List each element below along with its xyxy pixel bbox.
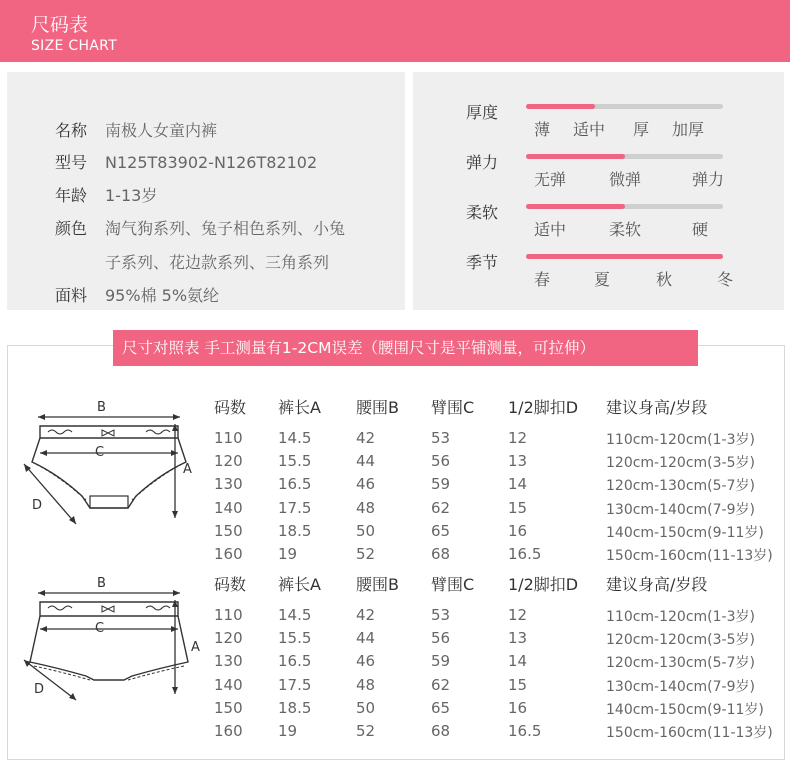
metric-option: 柔软 xyxy=(609,220,642,239)
metric-bar-track xyxy=(526,204,723,209)
table-cell: 110 xyxy=(214,606,243,624)
table-cell: 16.5 xyxy=(508,722,542,740)
table-cell: 19 xyxy=(278,545,298,563)
table-cell: 44 xyxy=(356,629,376,648)
header-title-cn: 尺码表 xyxy=(31,14,89,36)
table-cell: 16.5 xyxy=(278,652,312,671)
table-header-cell: 建议身高/岁段 xyxy=(606,575,708,594)
table-cell: 130 xyxy=(214,652,243,671)
metric-option: 适中 xyxy=(534,220,567,239)
table-cell: 56 xyxy=(431,629,451,648)
info-row xyxy=(55,183,157,206)
table-cell: 65 xyxy=(431,521,451,540)
info-value: 95%棉 5%氨纶 xyxy=(105,286,220,305)
header-banner xyxy=(0,0,790,62)
info-row xyxy=(55,118,217,141)
table-cell: 42 xyxy=(356,606,376,624)
table-cell: 12 xyxy=(508,429,528,447)
table-cell: 150 xyxy=(214,521,243,540)
metric-bar-fill xyxy=(526,254,723,259)
info-value: 子系列、花边款系列、三角系列 xyxy=(105,253,330,272)
table-cell: 52 xyxy=(356,722,376,740)
table-cell: 46 xyxy=(356,475,376,494)
table-cell: 130cm-140cm(7-9岁) xyxy=(606,501,755,518)
table-cell: 16 xyxy=(508,521,528,540)
table-cell: 62 xyxy=(431,675,451,694)
table-header-cell: 码数 xyxy=(214,398,247,417)
metric-option: 弹力 xyxy=(692,170,725,189)
metric-label: 厚度 xyxy=(466,103,499,122)
table-cell: 44 xyxy=(356,452,376,471)
table-cell: 140cm-150cm(9-11岁) xyxy=(606,524,764,541)
table-cell: 19 xyxy=(278,722,298,740)
table-cell: 48 xyxy=(356,498,376,517)
table-cell: 110 xyxy=(214,429,243,447)
table-cell: 52 xyxy=(356,545,376,563)
metric-bar-fill xyxy=(526,204,625,209)
metric-option: 秋 xyxy=(656,270,673,289)
table-cell: 14.5 xyxy=(278,429,312,447)
table-cell: 14 xyxy=(508,652,528,671)
size-table-title: 尺寸对照表 手工测量有1-2CM误差（腰围尺寸是平铺测量，可拉伸） xyxy=(113,330,698,366)
table-cell: 14 xyxy=(508,475,528,494)
table-cell: 13 xyxy=(508,629,528,648)
table-header-cell: 腰围B xyxy=(356,575,399,594)
metric-option: 适中 xyxy=(573,120,606,139)
table-cell: 65 xyxy=(431,698,451,717)
table-header-cell: 1/2脚扣D xyxy=(508,398,579,417)
table-cell: 53 xyxy=(431,606,451,624)
metric-label: 季节 xyxy=(466,253,499,272)
table-cell: 18.5 xyxy=(278,698,312,717)
brief-diagram xyxy=(18,396,198,536)
table-cell: 160 xyxy=(214,722,243,740)
table-header-cell: 1/2脚扣D xyxy=(508,575,579,594)
table-cell: 150 xyxy=(214,698,243,717)
label-b: B xyxy=(97,576,106,591)
metric-option: 冬 xyxy=(717,270,734,289)
info-value: 南极人女童内裤 xyxy=(105,121,218,140)
metric-bar-track xyxy=(526,104,723,109)
table-cell: 120cm-120cm(3-5岁) xyxy=(606,632,755,649)
metric-bar-track xyxy=(526,254,723,259)
table-cell: 42 xyxy=(356,429,376,447)
table-header-cell: 臂围C xyxy=(431,575,475,594)
table-header-cell: 腰围B xyxy=(356,398,399,417)
metric-option: 厚 xyxy=(633,120,650,139)
boxer-diagram xyxy=(18,572,198,712)
table-cell: 14.5 xyxy=(278,606,312,624)
info-label: 颜色 xyxy=(55,219,88,238)
table-cell: 150cm-160cm(11-13岁) xyxy=(606,548,773,564)
info-label: 名称 xyxy=(55,121,88,140)
table-cell: 120cm-120cm(3-5岁) xyxy=(606,455,755,472)
info-value: 淘气狗系列、兔子相色系列、小兔 xyxy=(105,219,346,238)
table-cell: 130cm-140cm(7-9岁) xyxy=(606,678,755,695)
table-cell: 18.5 xyxy=(278,521,312,540)
table-cell: 140 xyxy=(214,675,243,694)
table-cell: 110cm-120cm(1-3岁) xyxy=(606,432,755,448)
table-cell: 140cm-150cm(9-11岁) xyxy=(606,701,764,718)
metric-option: 硬 xyxy=(692,220,709,239)
label-d: D xyxy=(32,498,43,513)
table-cell: 130 xyxy=(214,475,243,494)
info-row xyxy=(55,216,345,273)
info-row xyxy=(55,283,219,306)
info-row xyxy=(55,150,317,173)
table-cell: 120 xyxy=(214,629,243,648)
info-label: 年龄 xyxy=(55,186,88,205)
table-cell: 15.5 xyxy=(278,452,312,471)
table-cell: 140 xyxy=(214,498,243,517)
metric-option: 加厚 xyxy=(672,120,705,139)
table-cell: 17.5 xyxy=(278,498,312,517)
table-cell: 16.5 xyxy=(278,475,312,494)
metric-label: 弹力 xyxy=(466,153,499,172)
label-a: A xyxy=(191,640,200,655)
table-cell: 160 xyxy=(214,545,243,563)
table-cell: 110cm-120cm(1-3岁) xyxy=(606,609,755,625)
table-cell: 53 xyxy=(431,429,451,447)
metric-option: 春 xyxy=(534,270,551,289)
table-cell: 50 xyxy=(356,698,376,717)
table-header-cell: 码数 xyxy=(214,575,247,594)
table-cell: 59 xyxy=(431,475,451,494)
metric-option: 微弹 xyxy=(609,170,642,189)
table-cell: 62 xyxy=(431,498,451,517)
table-header-cell: 裤长A xyxy=(278,398,321,417)
table-cell: 16.5 xyxy=(508,545,542,563)
label-d: D xyxy=(34,682,45,697)
table-cell: 150cm-160cm(11-13岁) xyxy=(606,725,773,741)
metric-option: 薄 xyxy=(534,120,551,139)
metric-bar-fill xyxy=(526,104,595,109)
label-c: C xyxy=(95,445,105,460)
table-header-cell: 臂围C xyxy=(431,398,475,417)
table-cell: 68 xyxy=(431,545,451,563)
table-cell: 50 xyxy=(356,521,376,540)
table-cell: 17.5 xyxy=(278,675,312,694)
label-a: A xyxy=(183,462,192,477)
table-cell: 56 xyxy=(431,452,451,471)
table-cell: 120cm-130cm(5-7岁) xyxy=(606,655,755,672)
table-cell: 48 xyxy=(356,675,376,694)
label-b: B xyxy=(97,400,106,415)
metric-bar-track xyxy=(526,154,723,159)
table-cell: 15 xyxy=(508,675,528,694)
table-cell: 15 xyxy=(508,498,528,517)
table-cell: 68 xyxy=(431,722,451,740)
metric-option: 无弹 xyxy=(534,170,567,189)
metric-label: 柔软 xyxy=(466,203,499,222)
table-cell: 120cm-130cm(5-7岁) xyxy=(606,478,755,495)
header-title-en: SIZE CHART xyxy=(31,38,118,54)
metric-option: 夏 xyxy=(594,270,611,289)
table-header-cell: 建议身高/岁段 xyxy=(606,398,708,417)
info-value: N125T83902-N126T82102 xyxy=(105,153,318,172)
table-cell: 13 xyxy=(508,452,528,471)
metric-bar-fill xyxy=(526,154,625,159)
label-c: C xyxy=(95,621,105,636)
info-value: 1-13岁 xyxy=(105,186,158,205)
table-cell: 12 xyxy=(508,606,528,624)
table-header-cell: 裤长A xyxy=(278,575,321,594)
info-label: 面料 xyxy=(55,286,88,305)
table-cell: 16 xyxy=(508,698,528,717)
table-cell: 15.5 xyxy=(278,629,312,648)
info-label: 型号 xyxy=(55,153,88,172)
table-cell: 59 xyxy=(431,652,451,671)
table-cell: 120 xyxy=(214,452,243,471)
table-cell: 46 xyxy=(356,652,376,671)
